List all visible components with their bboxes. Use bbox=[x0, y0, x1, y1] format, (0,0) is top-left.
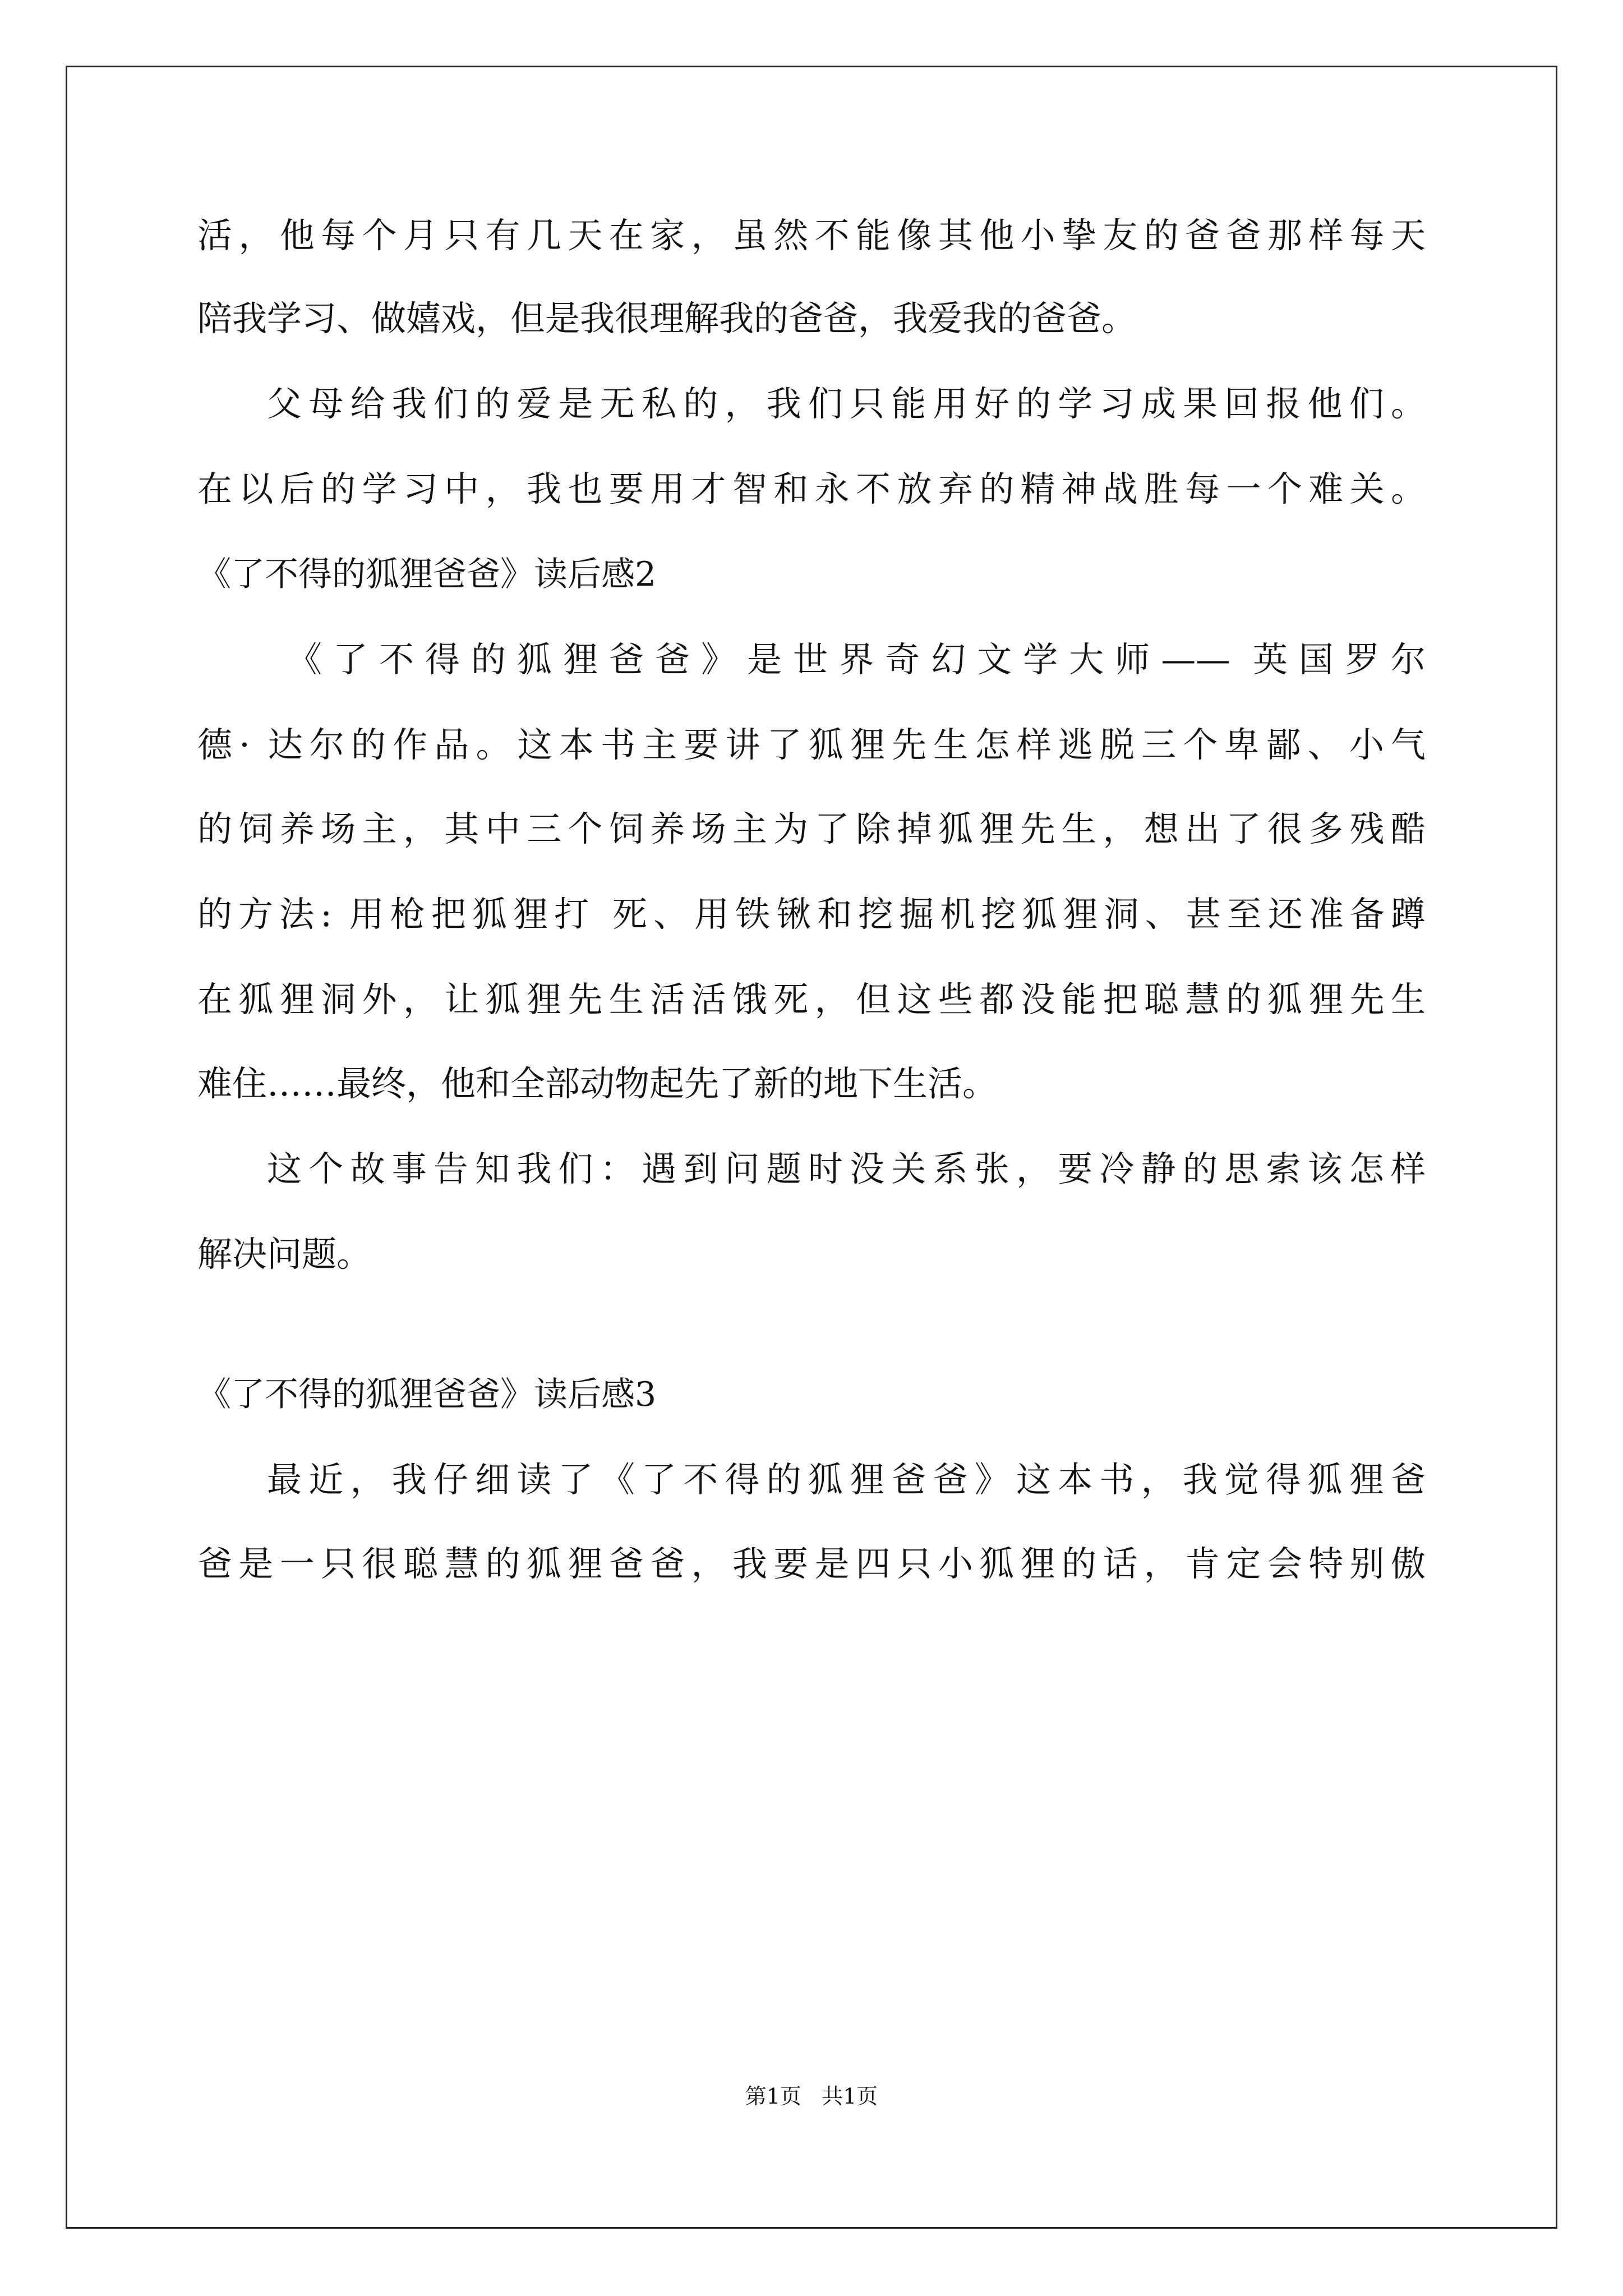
section-heading: 《了不得的狐狸爸爸》读后感2 bbox=[197, 555, 657, 594]
paragraph-line: 解决问题。 bbox=[197, 1234, 372, 1274]
paragraph-line: 陪我学习、做嬉戏，但是我很理解我的爸爸，我爱我的爸爸。 bbox=[197, 298, 1137, 339]
paragraph-line: 在狐狸洞外，让狐狸先生活活饿死，但这些都没能把聪慧的狐狸先生 bbox=[197, 979, 1426, 1020]
paragraph-line: 在以后的学习中，我也要用才智和永不放弃的精神战胜每一个难关。 bbox=[197, 468, 1426, 509]
paragraph-line: 父母给我们的爱是无私的，我们只能用好的学习成果回报他们。 bbox=[267, 383, 1426, 424]
paragraph-line: 活，他每个月只有几天在家，虽然不能像其他小挚友的爸爸那样每天 bbox=[197, 215, 1426, 256]
paragraph-line: 的饲养场主，其中三个饲养场主为了除掉狐狸先生，想出了很多残酷 bbox=[197, 808, 1426, 849]
paragraph-line: 最近，我仔细读了《了不得的狐狸爸爸》这本书，我觉得狐狸爸 bbox=[267, 1459, 1426, 1500]
paragraph-line: 这个故事告知我们：遇到问题时没关系张，要冷静的思索该怎样 bbox=[267, 1148, 1426, 1189]
paragraph-line: 《了不得的狐狸爸爸》是世界奇幻文学大师—— 英国罗尔 bbox=[287, 639, 1426, 680]
paragraph-line: 爸是一只很聪慧的狐狸爸爸，我要是四只小狐狸的话，肯定会特别傲 bbox=[197, 1543, 1426, 1584]
page-footer: 第1页 共1页 bbox=[745, 2084, 878, 2109]
paragraph-line: 的方法: 用枪把狐狸打 死、用铁锹和挖掘机挖狐狸洞、甚至还准备蹲 bbox=[197, 894, 1426, 935]
paragraph-line: 难住……最终，他和全部动物起先了新的地下生活。 bbox=[197, 1063, 998, 1104]
paragraph-line: 德· 达尔的作品。这本书主要讲了狐狸先生怎样逃脱三个卑鄙、小气 bbox=[197, 724, 1426, 765]
section-heading: 《了不得的狐狸爸爸》读后感3 bbox=[197, 1375, 657, 1414]
